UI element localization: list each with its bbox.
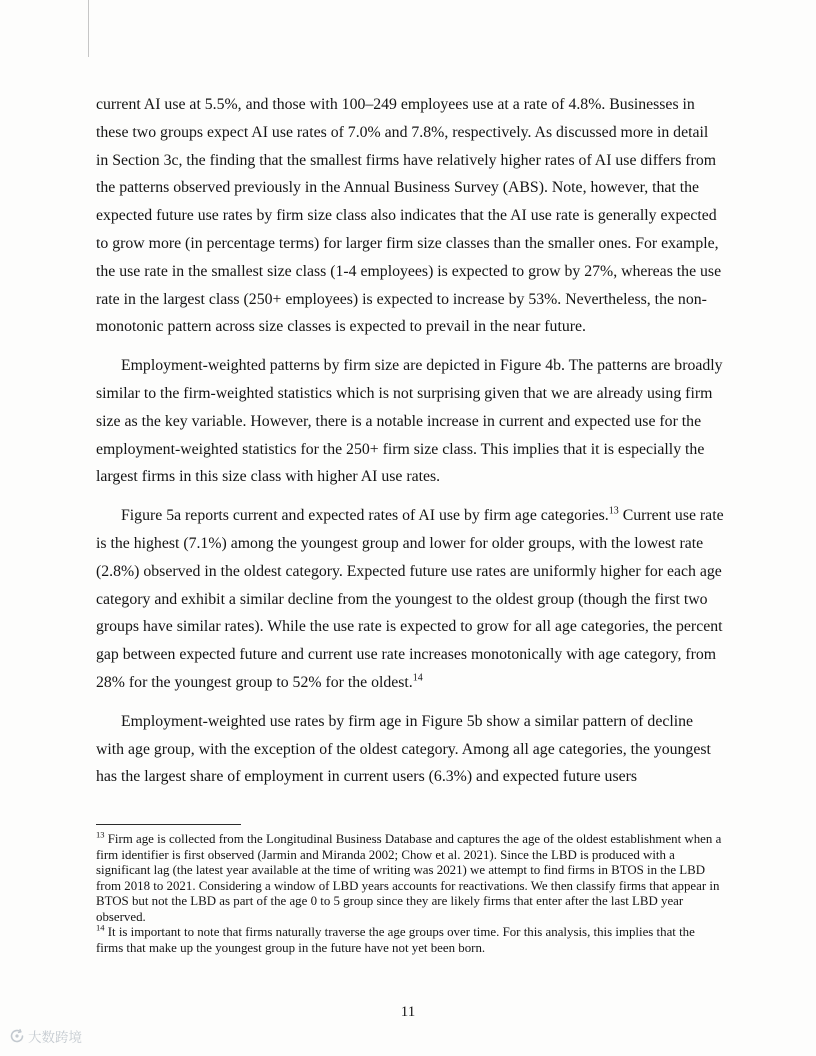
paragraph-text: Current use rate is the highest (7.1%) among the youngest group and lower for older groups, with the lowest rate (2.8%) observed in the oldest category. Expected future use rates are uniformly higher for each age category and exhibit a similar decline from the youngest to the oldest group (though the first two groups have similar rates). While the use rate is expected to grow for all age categories, the percent gap between expected future and current use rate increases monotonically with age category, from 28% for the youngest group to 52% for the oldest. xyxy=(96,507,724,691)
footnote-13 xyxy=(96,829,724,925)
watermark xyxy=(9,1026,82,1046)
paragraph-employment-weighted-age: Employment-weighted use rates by firm age in Figure 5b show a similar pattern of decline with age group, with the exception of the oldest category. Among all age categories, the youngest has the largest share of employment in current users (6.3%) and expected future users xyxy=(96,712,711,786)
footnote-14-text: It is important to note that firms naturally traverse the age groups over time. For this analysis, this implies that the firms that make up the youngest group in the future have not yet been born. xyxy=(96,925,695,955)
paragraph-employment-weighted-size: Employment-weighted patterns by firm size are depicted in Figure 4b. The patterns are broadly similar to the firm-weighted statistics which is not surprising given that we are already using firm size as the key variable. However, there is a notable increase in current and expected use for the employment-weighted statistics for the 250+ firm size class. This implies that it is especially the largest firms in this size class with higher AI use rates. xyxy=(96,357,723,486)
footnote-ref-14: 14 xyxy=(412,672,423,684)
paragraph-text: Figure 5a reports current and expected rates of AI use by firm age categories. xyxy=(121,507,609,525)
watermark-logo-icon xyxy=(9,1028,25,1044)
footnote-separator-rule xyxy=(96,824,241,825)
paragraph-firm-size-rates: current AI use at 5.5%, and those with 100–249 employees use at a rate of 4.8%. Businesses in these two groups expect AI use rates of 7.0% and 7.8%, respectively. As discussed more in detail in Section 3c, the finding that the smallest firms have relatively higher rates of AI use differs from the patterns observed previously in the Annual Business Survey (ABS). Note, however, that the expected future use rates by firm size class also indicates that the AI use rate is generally expected to grow more (in percentage terms) for larger firm size classes than the smaller ones. For example, the use rate in the smallest size class (1-4 employees) is expected to grow by 27%, whereas the use rate in the largest class (250+ employees) is expected to increase by 53%. Nevertheless, the non-monotonic pattern across size classes is expected to prevail in the near future. xyxy=(96,96,722,336)
footnote-14 xyxy=(96,922,724,956)
footnote-13-text: Firm age is collected from the Longitudinal Business Database and captures the age of the oldest establishment when a firm identifier is first observed (Jarmin and Miranda 2002; Chow et al. 2021). Since the LBD is produced with a significant lag (the latest year available at the time of writing was 2021) we attempt to find firms in BTOS in the LBD from 2018 to 2021. Considering a window of LBD years accounts for reactivations. We then classify firms that appear in BTOS but not the LBD as part of the age 0 to 5 group since they are likely firms that enter after the last LBD year observed. xyxy=(96,832,722,924)
page-number: 11 xyxy=(400,1004,416,1020)
footnote-14-marker: 14 xyxy=(96,922,105,933)
watermark-text: 大数跨境 xyxy=(28,1030,82,1046)
page-body xyxy=(96,91,724,802)
footnote-13-marker: 13 xyxy=(96,829,105,840)
footnote-section xyxy=(96,824,724,956)
paragraph-firm-age-rates xyxy=(96,502,724,697)
footnote-ref-13: 13 xyxy=(608,505,619,517)
scan-artifact-line xyxy=(88,0,89,57)
